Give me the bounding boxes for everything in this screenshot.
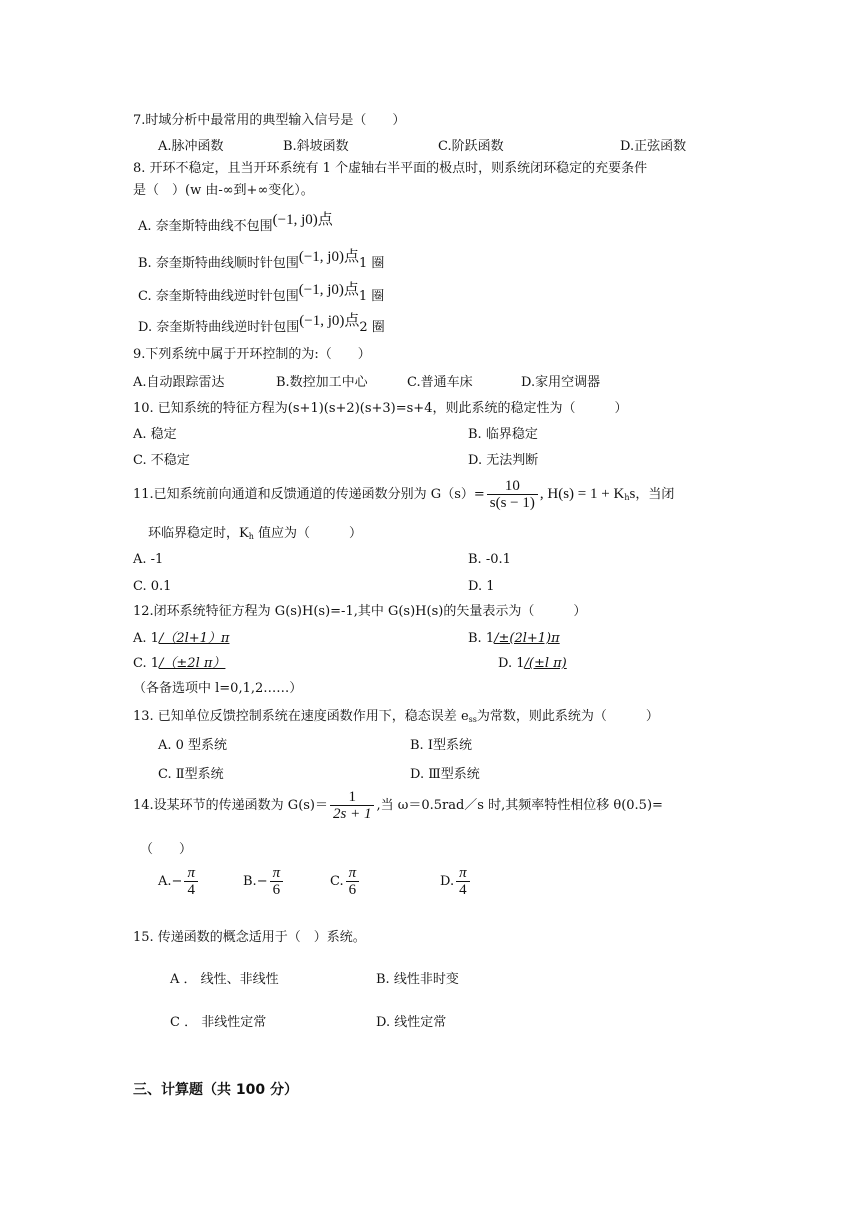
q7-option-a: A.脉冲函数: [158, 139, 224, 154]
q15-option-b: B. 线性非时变: [376, 972, 459, 987]
q14-frac-den: 2s + 1: [333, 806, 372, 822]
q9-stem: 9.下列系统中属于开环控制的为:（ ）: [133, 347, 371, 362]
q8-option-c-label: C. 奈奎斯特曲线逆时针包围: [138, 289, 299, 304]
q14-option-b-frac: [270, 865, 284, 898]
q10-option-c: C. 不稳定: [133, 453, 190, 468]
q9-option-b: B.数控加工中心: [276, 375, 368, 390]
q12-option-a-prefix: A. 1: [133, 631, 159, 646]
q13-stem-sub: ss: [468, 715, 477, 724]
q14-option-d: [440, 862, 472, 902]
q12-option-b: [468, 630, 560, 648]
q14-option-d-num: π: [456, 865, 470, 882]
q8-option-d: [138, 313, 385, 337]
q11-fraction: [487, 478, 538, 511]
q14-option-d-den: 4: [459, 882, 467, 898]
q14-option-a: [158, 862, 200, 902]
q14-option-c-num: π: [346, 865, 360, 882]
q8-option-b-point: (−1, j0)点: [298, 249, 359, 265]
q14-option-b-num: π: [270, 865, 284, 882]
q8-option-a-point: (−1, j0)点: [272, 212, 333, 228]
q14-fraction: [330, 789, 374, 822]
q14-option-a-frac: [184, 865, 198, 898]
q8-option-a: [138, 212, 333, 236]
q10-option-a: A. 稳定: [133, 427, 177, 442]
q11-option-d: D. 1: [468, 579, 495, 594]
q8-option-a-label: A. 奈奎斯特曲线不包围: [138, 219, 273, 234]
q11-h-expr-b: s: [629, 486, 636, 502]
q13-stem-a: 13. 已知单位反馈控制系统在速度函数作用下，稳态误差 e: [133, 709, 469, 724]
q11-frac-den: s(s − 1): [489, 495, 535, 511]
q14-stem: [133, 786, 663, 826]
q14-option-a-num: π: [184, 865, 198, 882]
q14-option-b-sign: −: [256, 874, 268, 889]
q14-option-c-den: 6: [348, 882, 357, 898]
q11-stem-line2: [148, 525, 362, 546]
q8-option-c-suffix: 1 圈: [358, 289, 385, 304]
q10-stem: 10. 已知系统的特征方程为(s+1)(s+2)(s+3)=s+4，则此系统的稳定性为（ ）: [133, 401, 628, 416]
q10-option-d: D. 无法判断: [468, 453, 539, 468]
q14-option-c-label: C.: [330, 874, 344, 889]
q8-option-c: [138, 282, 385, 306]
q8-stem-line1: 8. 开环不稳定，且当开环系统有 1 个虚轴右半平面的极点时，则系统闭环稳定的充要条件: [133, 161, 648, 176]
q14-option-b-label: B.: [243, 874, 257, 889]
q9-option-a: A.自动跟踪雷达: [133, 375, 225, 390]
q14-option-c-frac: [346, 865, 360, 898]
q12-stem: 12.闭环系统特征方程为 G(s)H(s)=-1,其中 G(s)H(s)的矢量表示为（ ）: [133, 604, 587, 619]
q13-stem: [133, 708, 659, 729]
q12-option-a: [133, 630, 229, 648]
q15-option-c: C ． 非线性定常: [170, 1015, 267, 1030]
q8-stem-line2: 是（ ）(w 由-∞到+∞变化）。: [133, 183, 314, 198]
q12-option-d-prefix: D. 1: [498, 656, 525, 671]
q14-option-b: [243, 862, 285, 902]
q12-option-c-expr: /（±2l π）: [159, 656, 226, 671]
q11-stem: [133, 474, 674, 518]
q8-option-d-label: D. 奈奎斯特曲线逆时针包围: [138, 320, 300, 335]
q12-option-a-expr: /（2l+1）π: [158, 631, 230, 646]
q11-h-expr-a: , H(s) = 1 + K: [539, 486, 625, 502]
q8-option-b-label: B. 奈奎斯特曲线顺时针包围: [138, 256, 299, 271]
q11-option-b: B. -0.1: [468, 552, 511, 567]
q13-stem-b: 为常数，则此系统为（ ）: [476, 709, 659, 724]
q12-option-b-expr: /±(2l+1)π: [494, 631, 560, 646]
q9-option-c: C.普通车床: [407, 375, 473, 390]
q11-frac-num: 10: [487, 478, 538, 495]
q11-option-c: C. 0.1: [133, 579, 172, 594]
q12-option-b-prefix: B. 1: [468, 631, 495, 646]
q13-option-a: A. 0 型系统: [158, 738, 228, 753]
q14-option-d-frac: [456, 865, 470, 898]
q13-option-b: B. Ⅰ型系统: [410, 738, 472, 753]
q7-stem: 7.时域分析中最常用的典型输入信号是（ ）: [133, 113, 406, 128]
q15-stem: 15. 传递函数的概念适用于（ ）系统。: [133, 930, 366, 945]
q8-option-d-point: (−1, j0)点: [299, 313, 360, 329]
q14-option-a-den: 4: [187, 882, 195, 898]
q14-frac-num: 1: [330, 789, 374, 806]
q12-note: （各备选项中 l=0,1,2……）: [133, 681, 303, 696]
q7-option-d: D.正弦函数: [620, 139, 687, 154]
q8-option-b-suffix: 1 圈: [358, 256, 385, 271]
q8-option-c-point: (−1, j0)点: [298, 282, 359, 298]
q11-stem-post: ，当闭: [635, 487, 675, 502]
q10-option-b: B. 临界稳定: [468, 427, 538, 442]
q12-option-d: [498, 655, 567, 673]
q7-option-b: B.斜坡函数: [283, 139, 349, 154]
q11-line2-b: 值应为（ ）: [253, 526, 363, 541]
q7-option-c: C.阶跃函数: [438, 139, 504, 154]
section-title: 三、计算题（共 100 分）: [133, 1082, 298, 1098]
q14-stem-pre: 14.设某环节的传递函数为 G(s)＝: [133, 798, 329, 813]
q14-option-c: [330, 862, 361, 902]
q8-option-d-suffix: 2 圈: [359, 320, 385, 335]
q9-option-d: D.家用空调器: [521, 375, 601, 390]
q12-option-d-expr: /(±l π): [524, 656, 567, 671]
q12-option-c: [133, 655, 225, 673]
q11-option-a: A. -1: [133, 552, 164, 567]
q11-stem-pre: 11.已知系统前向通道和反馈通道的传递函数分别为 G（s）=: [133, 487, 485, 502]
q14-paren: （ ）: [140, 842, 193, 857]
q8-option-b: [138, 249, 385, 273]
q15-option-d: D. 线性定常: [376, 1015, 447, 1030]
q15-option-a: A ． 线性、非线性: [170, 972, 279, 987]
q13-option-c: C. Ⅱ型系统: [158, 767, 224, 782]
q14-option-d-label: D.: [440, 874, 455, 889]
q14-stem-post: ,当 ω＝0.5rad／s 时,其频率特性相位移 θ(0.5)=: [376, 798, 663, 813]
q13-option-d: D. Ⅲ型系统: [410, 767, 480, 782]
q14-option-a-sign: −: [171, 874, 183, 889]
q11-h-sub: h: [624, 493, 630, 502]
q11-line2-sub: h: [248, 532, 254, 541]
q14-option-a-label: A.: [158, 874, 172, 889]
q14-option-b-den: 6: [272, 882, 281, 898]
q12-option-c-prefix: C. 1: [133, 656, 160, 671]
q11-line2-a: 环临界稳定时，K: [148, 526, 249, 541]
